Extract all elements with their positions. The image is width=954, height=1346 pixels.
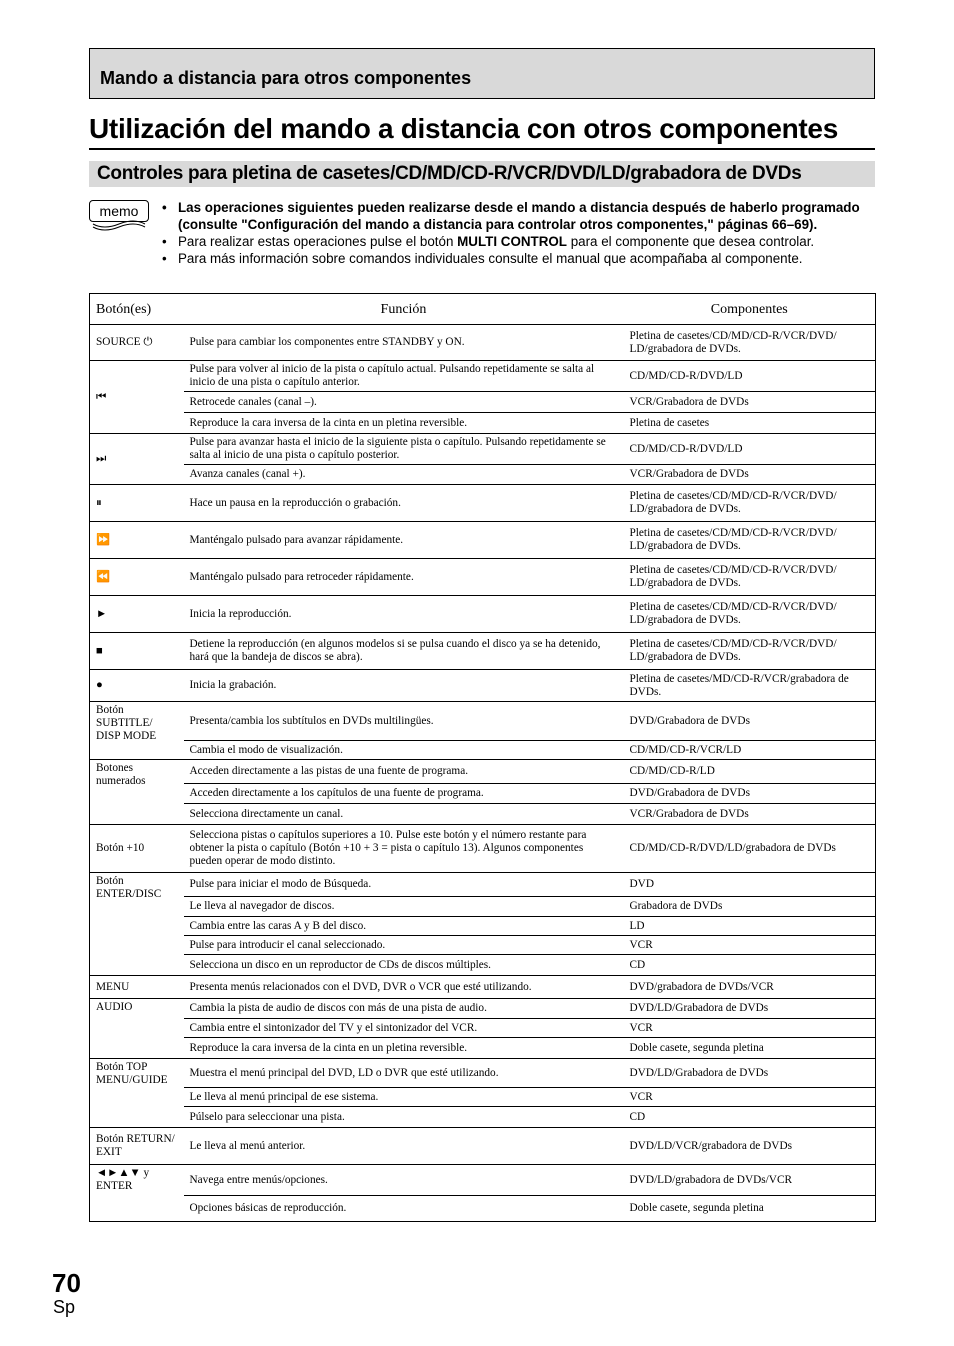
function-cell: Pulse para cambiar los componentes entre STANDBY y ON. — [184, 325, 624, 361]
components-cell: DVD/LD/Grabadora de DVDs — [624, 999, 876, 1019]
function-cell: Presenta menús relacionados con el DVD, DVR o VCR que esté utilizando. — [184, 976, 624, 999]
multi-control-label: MULTI CONTROL — [457, 234, 567, 249]
note-item: • Para realizar estas operaciones pulse el botón MULTI CONTROL para el componente que desea controlar. — [162, 234, 815, 249]
page-title: Utilización del mando a distancia con otros componentes — [89, 113, 838, 144]
section-header-label: Mando a distancia para otros componentes — [100, 68, 472, 88]
function-cell: Avanza canales (canal +). — [184, 465, 624, 485]
function-cell: Cambia entre las caras A y B del disco. — [184, 917, 624, 936]
components-cell: DVD/grabadora de DVDs/VCR — [624, 976, 876, 999]
components-cell: DVD/LD/VCR/grabadora de DVDs — [624, 1128, 876, 1165]
table-header-row — [90, 294, 876, 325]
table-row — [90, 1019, 876, 1038]
table-row — [90, 825, 876, 873]
memo-scroll-icon — [89, 200, 149, 234]
button-cell: ⏸ — [90, 485, 184, 522]
table-row — [90, 784, 876, 804]
header-button: Botón(es) — [90, 294, 184, 325]
table-row — [90, 1088, 876, 1107]
note-text: para el componente que desea controlar. — [566, 234, 815, 249]
button-cell: ■ — [90, 633, 184, 670]
table-row — [90, 596, 876, 633]
components-cell: Pletina de casetes/CD/MD/CD-R/VCR/DVD/ LD/grabadora de DVDs. — [624, 633, 876, 670]
function-cell: Detiene la reproducción (en algunos modelos si se pulsa cuando el disco ya se ha detenido, hará que la bandeja de discos se abra). — [184, 633, 624, 670]
components-cell: Doble casete, segunda pletina — [624, 1038, 876, 1059]
components-cell: CD/MD/CD-R/DVD/LD/grabadora de DVDs — [624, 825, 876, 873]
function-cell: Selecciona pistas o capítulos superiores a 10. Pulse este botón y el número restante para obtener la pista o capítulo (Botón +10 + 3 = pista o capítulo 13). Algunos componentes pueden operar de modo distinto. — [184, 825, 624, 873]
button-cell: ⏩ — [90, 522, 184, 559]
button-cell: ► — [90, 596, 184, 633]
function-cell: Retrocede canales (canal –). — [184, 392, 624, 413]
components-cell: DVD/Grabadora de DVDs — [624, 702, 876, 741]
subtitle: Controles para pletina de casetes/CD/MD/CD-R/VCR/DVD/LD/grabadora de DVDs — [97, 163, 802, 184]
table-row — [90, 955, 876, 976]
note-item: • Para más información sobre comandos individuales consulte el manual que acompañaba al componente. — [162, 251, 803, 266]
function-cell: Presenta/cambia los subtítulos en DVDs multilingües. — [184, 702, 624, 741]
components-cell: LD — [624, 917, 876, 936]
function-cell: Reproduce la cara inversa de la cinta en un pletina reversible. — [184, 1038, 624, 1059]
table-row — [90, 670, 876, 702]
table-row — [90, 522, 876, 559]
components-cell: Pletina de casetes/CD/MD/CD-R/VCR/DVD/ LD/grabadora de DVDs. — [624, 522, 876, 559]
page-number: 70 — [52, 1268, 81, 1298]
components-cell: CD — [624, 1107, 876, 1128]
memo-label: memo — [89, 200, 149, 222]
components-cell: VCR — [624, 1088, 876, 1107]
components-cell: DVD/LD/grabadora de DVDs/VCR — [624, 1165, 876, 1196]
function-cell: Muestra el menú principal del DVD, LD o DVR que esté utilizando. — [184, 1059, 624, 1088]
table-row — [90, 999, 876, 1019]
function-cell: Navega entre menús/opciones. — [184, 1165, 624, 1196]
table-row — [90, 1059, 876, 1088]
components-cell: Pletina de casetes/CD/MD/CD-R/VCR/DVD/ LD/grabadora de DVDs. — [624, 559, 876, 596]
button-cell: ◄►▲▼ y ENTER — [90, 1165, 184, 1222]
table-row — [90, 936, 876, 955]
table-row — [90, 1107, 876, 1128]
section-header — [89, 48, 875, 99]
function-cell: Cambia el modo de visualización. — [184, 741, 624, 760]
components-cell: Pletina de casetes/CD/MD/CD-R/VCR/DVD/ LD/grabadora de DVDs. — [624, 485, 876, 522]
button-cell: ⏮ — [90, 361, 184, 434]
components-cell: CD/MD/CD-R/DVD/LD — [624, 434, 876, 465]
components-cell: VCR/Grabadora de DVDs — [624, 465, 876, 485]
function-cell: Manténgalo pulsado para retroceder rápidamente. — [184, 559, 624, 596]
table-row — [90, 434, 876, 465]
button-cell: MENU — [90, 976, 184, 999]
header-components: Componentes — [624, 294, 876, 325]
button-cell: Botón RETURN/ EXIT — [90, 1128, 184, 1165]
note-text: Para realizar estas operaciones pulse el botón — [178, 234, 458, 249]
function-cell: Pulse para iniciar el modo de Búsqueda. — [184, 873, 624, 897]
function-cell: Cambia entre el sintonizador del TV y el sintonizador del VCR. — [184, 1019, 624, 1038]
components-cell: VCR/Grabadora de DVDs — [624, 392, 876, 413]
table-row — [90, 413, 876, 434]
components-cell: Pletina de casetes/CD/MD/CD-R/VCR/DVD/ LD/grabadora de DVDs. — [624, 325, 876, 361]
components-cell: CD — [624, 955, 876, 976]
components-cell: CD/MD/CD-R/DVD/LD — [624, 361, 876, 392]
note-item: • Las operaciones siguientes pueden realizarse desde el mando a distancia después de haberlo programado (consulte "Configuración del mando a distancia para controlar otros componentes," páginas 66–69). — [162, 200, 860, 232]
button-cell: ⏪ — [90, 559, 184, 596]
function-cell: Pulse para introducir el canal seleccionado. — [184, 936, 624, 955]
table-row — [90, 741, 876, 760]
function-cell: Selecciona un disco en un reproductor de CDs de discos múltiples. — [184, 955, 624, 976]
table-row — [90, 702, 876, 741]
button-cell: Botones numerados — [90, 760, 184, 825]
table-row — [90, 633, 876, 670]
header-function: Función — [184, 294, 624, 325]
note-text: Las operaciones siguientes pueden realizarse desde el mando a distancia después de haberlo programado (consulte "Configuración del mando a distancia para controlar otros componentes," páginas 66–69). — [178, 200, 860, 232]
table-row — [90, 917, 876, 936]
function-cell: Púlselo para seleccionar una pista. — [184, 1107, 624, 1128]
components-cell: Pletina de casetes/MD/CD-R/VCR/grabadora de DVDs. — [624, 670, 876, 702]
table-row — [90, 976, 876, 999]
button-cell: AUDIO — [90, 999, 184, 1059]
button-cell: Botón +10 — [90, 825, 184, 873]
function-cell: Reproduce la cara inversa de la cinta en un pletina reversible. — [184, 413, 624, 434]
function-cell: Acceden directamente a las pistas de una fuente de programa. — [184, 760, 624, 784]
function-cell: Inicia la grabación. — [184, 670, 624, 702]
button-cell: Botón SUBTITLE/ DISP MODE — [90, 702, 184, 760]
memo-icon — [89, 200, 149, 234]
function-cell: Inicia la reproducción. — [184, 596, 624, 633]
function-cell: Pulse para avanzar hasta el inicio de la siguiente pista o capítulo. Pulsando repetidamente se salta al inicio de una pista o capítulo posterior. — [184, 434, 624, 465]
components-cell: CD/MD/CD-R/VCR/LD — [624, 741, 876, 760]
controls-table — [89, 293, 876, 1222]
components-cell: VCR — [624, 1019, 876, 1038]
function-cell: Hace un pausa en la reproducción o grabación. — [184, 485, 624, 522]
function-cell: Le lleva al menú principal de ese sistema. — [184, 1088, 624, 1107]
button-cell: Botón ENTER/DISC — [90, 873, 184, 976]
function-cell: Pulse para volver al inicio de la pista o capítulo actual. Pulsando repetidamente se salta al inicio de una pista o capítulo anterior. — [184, 361, 624, 392]
components-cell: Pletina de casetes — [624, 413, 876, 434]
title-rule — [89, 148, 875, 150]
table-row — [90, 559, 876, 596]
button-cell: ⏭ — [90, 434, 184, 485]
components-cell: Pletina de casetes/CD/MD/CD-R/VCR/DVD/ LD/grabadora de DVDs. — [624, 596, 876, 633]
components-cell: CD/MD/CD-R/LD — [624, 760, 876, 784]
page-language: Sp — [53, 1297, 76, 1317]
button-cell: Botón TOP MENU/GUIDE — [90, 1059, 184, 1128]
components-cell: DVD/LD/Grabadora de DVDs — [624, 1059, 876, 1088]
table-row — [90, 485, 876, 522]
subtitle-band — [89, 161, 875, 187]
table-row — [90, 325, 876, 361]
function-cell: Manténgalo pulsado para avanzar rápidamente. — [184, 522, 624, 559]
function-cell: Opciones básicas de reproducción. — [184, 1196, 624, 1222]
table-row — [90, 361, 876, 392]
function-cell: Selecciona directamente un canal. — [184, 804, 624, 825]
table-row — [90, 1196, 876, 1222]
table-row — [90, 873, 876, 897]
note-text: Para más información sobre comandos individuales consulte el manual que acompañaba al componente. — [178, 251, 803, 266]
table-row — [90, 804, 876, 825]
table-row — [90, 897, 876, 917]
table-row — [90, 1038, 876, 1059]
components-cell: Doble casete, segunda pletina — [624, 1196, 876, 1222]
components-cell: Grabadora de DVDs — [624, 897, 876, 917]
table-row — [90, 760, 876, 784]
table-row — [90, 1128, 876, 1165]
table-row — [90, 1165, 876, 1196]
button-cell: ● — [90, 670, 184, 702]
components-cell: VCR/Grabadora de DVDs — [624, 804, 876, 825]
components-cell: DVD — [624, 873, 876, 897]
function-cell: Acceden directamente a los capítulos de una fuente de programa. — [184, 784, 624, 804]
components-cell: DVD/Grabadora de DVDs — [624, 784, 876, 804]
function-cell: Cambia la pista de audio de discos con más de una pista de audio. — [184, 999, 624, 1019]
button-cell: SOURCE ⏻ — [90, 325, 184, 361]
function-cell: Le lleva al navegador de discos. — [184, 897, 624, 917]
table-row — [90, 465, 876, 485]
function-cell: Le lleva al menú anterior. — [184, 1128, 624, 1165]
table-row — [90, 392, 876, 413]
components-cell: VCR — [624, 936, 876, 955]
memo-notes — [162, 199, 876, 267]
